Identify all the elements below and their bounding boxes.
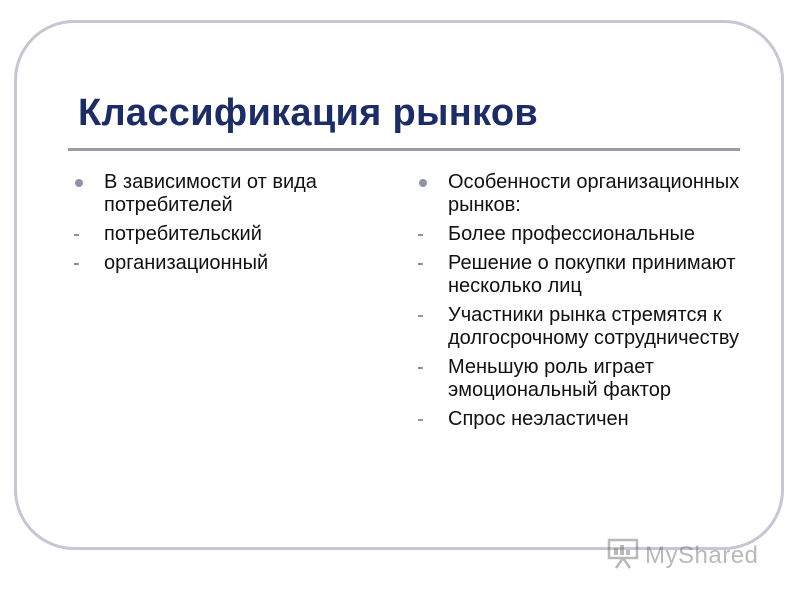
slide-title: Классификация рынков	[78, 92, 539, 134]
left-main-item-text: В зависимости от вида потребителей	[104, 171, 317, 216]
left-sub-item	[70, 223, 370, 246]
right-sub-item	[414, 304, 754, 350]
left-sub-item	[70, 252, 370, 275]
round-bullet-icon	[75, 179, 83, 187]
right-sub-item-text: Решение о покупки принимают несколько лиц	[448, 252, 736, 297]
right-sub-item-text: Участники рынка стремятся к долгосрочному сотрудничеству	[448, 304, 740, 349]
dash-bullet-icon	[74, 263, 79, 265]
dash-bullet-icon	[418, 315, 423, 317]
round-bullet-icon	[419, 179, 427, 187]
right-sub-item	[414, 408, 754, 431]
right-sub-item	[414, 223, 754, 246]
dash-bullet-icon	[418, 234, 423, 236]
title-underline	[68, 148, 740, 151]
right-sub-item-text: Меньшую роль играет эмоциональный фактор	[448, 356, 671, 401]
right-column	[414, 171, 754, 437]
right-main-item-text: Особенности организационных рынков:	[448, 171, 740, 216]
right-sub-item-text: Спрос неэластичен	[448, 408, 629, 430]
dash-bullet-icon	[418, 367, 423, 369]
left-sub-item-text: организационный	[104, 252, 269, 274]
dash-bullet-icon	[418, 419, 423, 421]
left-sub-item-text: потребительский	[104, 223, 262, 245]
left-main-item	[70, 171, 370, 217]
left-column	[70, 171, 370, 281]
dash-bullet-icon	[418, 263, 423, 265]
right-sub-item	[414, 356, 754, 402]
dash-bullet-icon	[74, 234, 79, 236]
myshared-watermark	[607, 536, 758, 575]
right-main-item	[414, 171, 754, 217]
watermark-logo-text: MyShared	[645, 541, 759, 569]
right-sub-item-text: Более профессиональные	[448, 223, 696, 245]
right-sub-item	[414, 252, 754, 298]
presentation-board-icon	[607, 536, 641, 575]
